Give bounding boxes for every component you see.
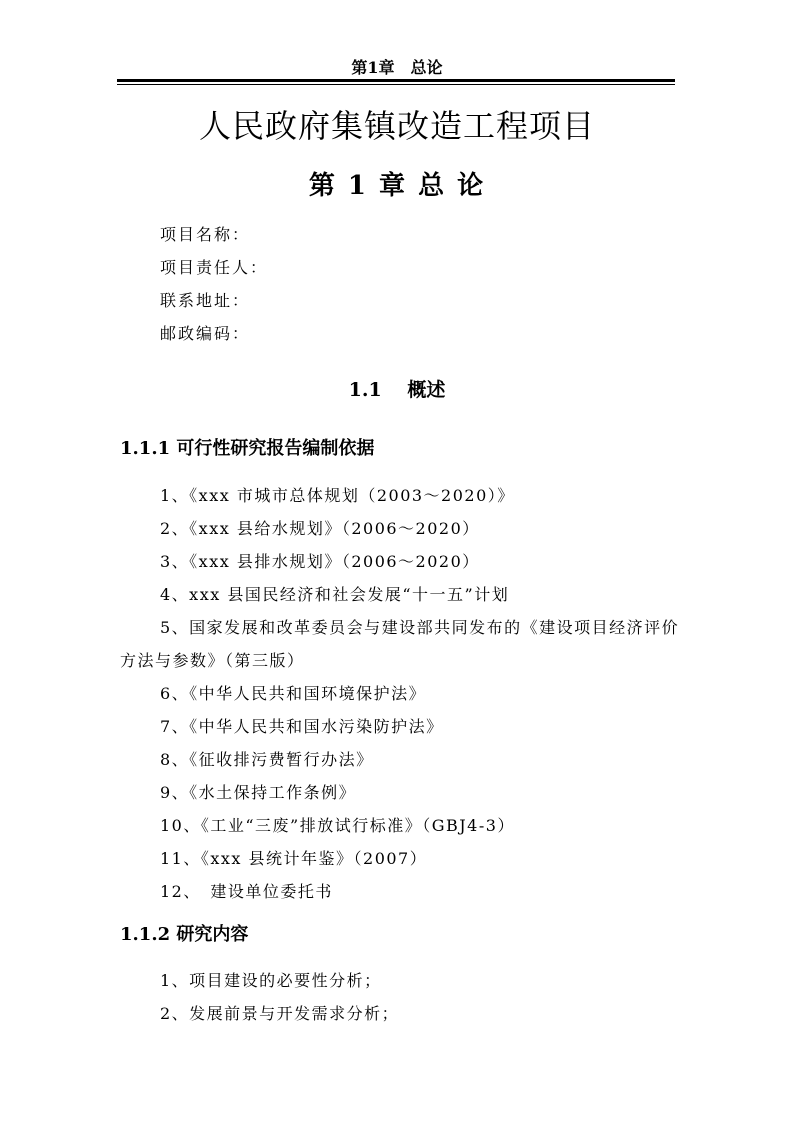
list-item: 4、xxx 县国民经济和社会发展“十一五”计划 [160,585,510,604]
research-content-list [120,964,680,1030]
running-header: 第1章 总论 [351,58,443,77]
list-item: 5、国家发展和改革委员会与建设部共同发布的《建设项目经济评价方法与参数》（第三版） [120,618,680,670]
basis-list [120,479,680,908]
project-owner-field: 项目责任人： [160,258,269,277]
project-info-fields [160,222,268,354]
header-rule-thin [117,84,675,85]
list-item: 1、项目建设的必要性分析； [160,971,382,990]
contact-address-field: 联系地址： [160,291,251,310]
subsection-heading-research-content: 1.1.2 研究内容 [120,924,249,945]
list-item: 10、《工业“三废”排放试行标准》（GBJ4-3） [160,816,515,835]
document-title: 人民政府集镇改造工程项目 [198,107,595,145]
section-heading-overview: 1.1 概述 [348,379,446,401]
header-rule-thick [117,79,675,82]
chapter-title: 第 1 章 总 论 [308,171,486,201]
list-item: 11、《xxx 县统计年鉴》（2007） [160,849,428,868]
list-item: 8、《征收排污费暂行办法》 [160,750,374,769]
list-item: 1、《xxx 市城市总体规划（2003～2020）》 [160,486,515,505]
list-item: 3、《xxx 县排水规划》（2006～2020） [160,552,480,571]
list-item: 2、发展前景与开发需求分析； [160,1004,400,1023]
list-item: 6、《中华人民共和国环境保护法》 [160,684,427,703]
list-item: 2、《xxx 县给水规划》（2006～2020） [160,519,480,538]
list-item: 9、《水土保持工作条例》 [160,783,357,802]
project-name-field: 项目名称： [160,225,251,244]
subsection-heading-basis: 1.1.1 可行性研究报告编制依据 [120,438,375,459]
postal-code-field: 邮政编码： [160,324,251,343]
list-item: 12、 建设单位委托书 [160,882,333,901]
list-item: 7、《中华人民共和国水污染防护法》 [160,717,444,736]
